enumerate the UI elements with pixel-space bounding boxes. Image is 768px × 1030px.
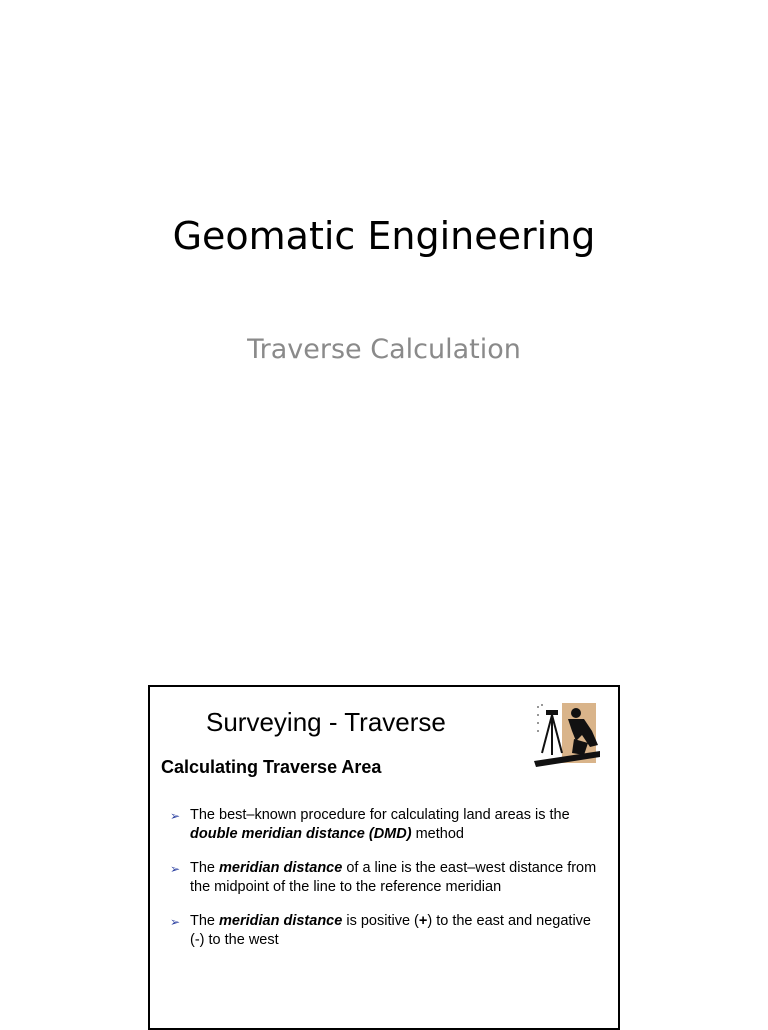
bullet-item <box>164 912 604 950</box>
bullet-text: The best–known procedure for calculating land areas is the <box>190 807 570 823</box>
bullet-emphasis: double meridian distance (DMD) <box>190 826 412 842</box>
bullet-text: of a line is the east–west distance from the midpoint of the line to the reference meridian <box>190 860 597 895</box>
slide-subtitle: Traverse Calculation <box>247 334 521 365</box>
bullet-text: The <box>190 913 220 929</box>
slide-title: Geomatic Engineering <box>172 214 596 258</box>
bullet-item <box>164 806 604 844</box>
bullet-list <box>164 806 604 965</box>
arrow-bullet-icon: ➢ <box>170 862 181 876</box>
bullet-emphasis: + <box>418 913 428 929</box>
content-slide-subtitle: Calculating Traverse Area <box>161 757 382 777</box>
arrow-bullet-icon: ➢ <box>170 809 181 823</box>
content-slide-title: Surveying - Traverse <box>206 707 446 737</box>
bullet-text: The <box>190 860 220 876</box>
bullet-text: method <box>411 826 464 842</box>
bullet-text: is positive ( <box>342 913 419 929</box>
bullet-item <box>164 859 604 897</box>
surveyor-tripod-icon <box>532 701 602 767</box>
bullet-emphasis: meridian distance <box>219 913 343 929</box>
bullet-text: ) to the east and negative (-) to the west <box>190 913 591 948</box>
bullet-emphasis: meridian distance <box>219 860 343 876</box>
content-slide <box>148 685 620 1030</box>
arrow-bullet-icon: ➢ <box>170 915 181 929</box>
